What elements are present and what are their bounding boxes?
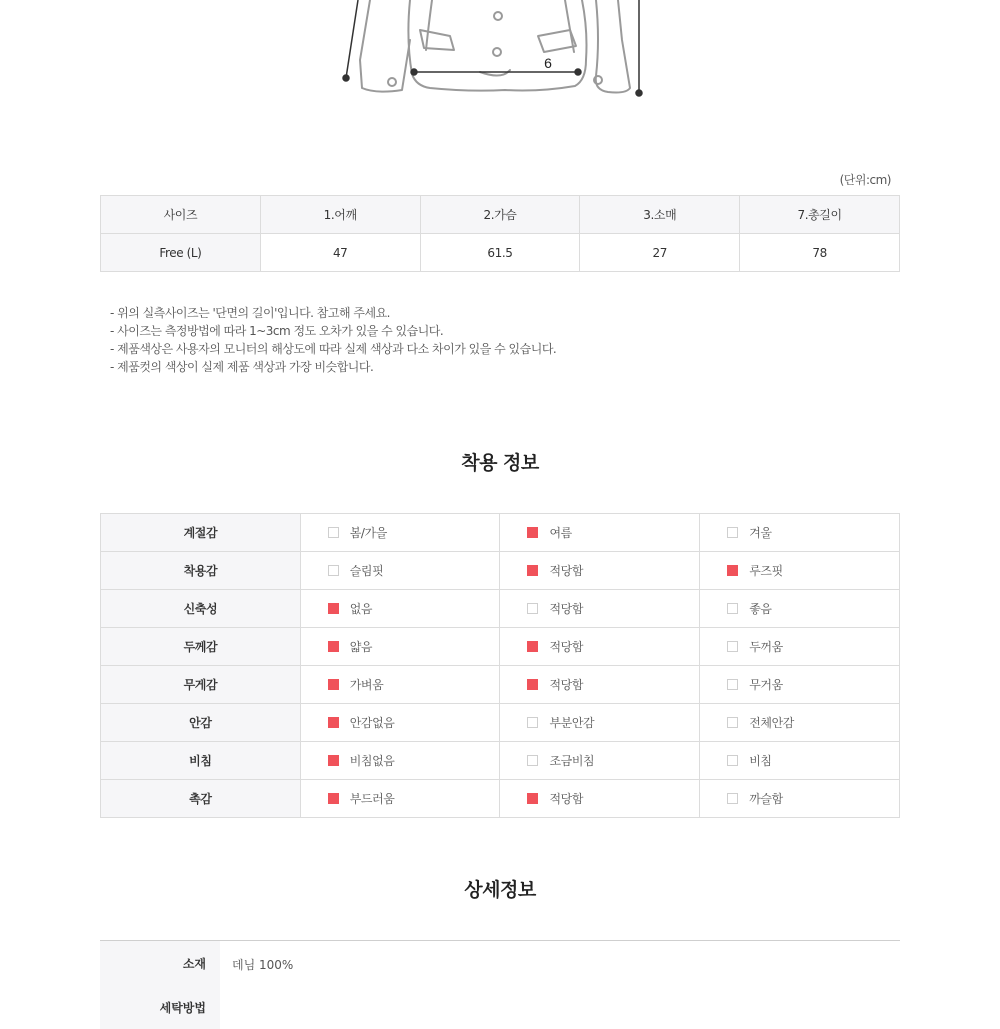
detail-info-title: 상세정보	[464, 879, 536, 901]
unchecked-box-icon	[727, 717, 738, 728]
jacket-measurement-illustration	[330, 0, 660, 100]
fit-row-label: 안감	[101, 704, 301, 742]
fit-option	[700, 780, 900, 818]
fit-option-label: 비침없음	[349, 754, 395, 768]
detail-value: 데님 100%	[232, 958, 294, 972]
unchecked-box-icon	[527, 755, 538, 766]
fit-option	[700, 590, 900, 628]
fit-option-label: 적당함	[549, 792, 584, 806]
fit-option	[300, 514, 500, 552]
fit-option-label: 적당함	[549, 640, 584, 654]
size-header-cell: 7.총길이	[740, 196, 900, 234]
size-name-cell: Free (L)	[101, 234, 261, 272]
checked-box-icon	[328, 603, 339, 614]
fit-option-label: 얇음	[349, 640, 373, 654]
note-line: - 제품색상은 사용자의 모니터의 해상도에 따라 실제 색상과 다소 차이가 있을 수 있습니다.	[110, 342, 557, 356]
fit-option	[700, 704, 900, 742]
fit-option	[700, 666, 900, 704]
checked-box-icon	[328, 755, 339, 766]
checked-box-icon	[727, 565, 738, 576]
fit-info-table	[100, 513, 900, 818]
checked-box-icon	[527, 679, 538, 690]
fit-option-label: 루즈핏	[749, 564, 783, 578]
checked-box-icon	[527, 793, 538, 804]
fit-row-label: 착용감	[101, 552, 301, 590]
fit-option-label: 두꺼움	[749, 640, 783, 654]
size-header-cell: 3.소매	[580, 196, 740, 234]
detail-row	[100, 941, 900, 985]
size-table-header-row	[101, 196, 900, 234]
measure-label: 6	[544, 55, 552, 71]
unchecked-box-icon	[527, 603, 538, 614]
note-line: - 사이즈는 측정방법에 따라 1~3cm 정도 오차가 있을 수 있습니다.	[110, 324, 444, 338]
size-header-cell: 사이즈	[101, 196, 261, 234]
fit-option	[300, 704, 500, 742]
checked-box-icon	[527, 565, 538, 576]
checked-box-icon	[527, 641, 538, 652]
checked-box-icon	[527, 527, 538, 538]
fit-option	[500, 780, 700, 818]
fit-row-label: 계절감	[101, 514, 301, 552]
fit-option-label: 부드러움	[349, 792, 395, 806]
size-value-cell: 27	[580, 234, 740, 272]
fit-option-label: 적당함	[549, 564, 584, 578]
fit-option	[500, 552, 700, 590]
fit-option-label: 적당함	[549, 602, 584, 616]
fit-option-label: 안감없음	[349, 716, 395, 730]
fit-option	[300, 742, 500, 780]
detail-label: 세탁방법	[100, 985, 220, 1029]
detail-label: 소재	[100, 941, 220, 985]
fit-row-label: 무게감	[101, 666, 301, 704]
fit-option	[300, 552, 500, 590]
unchecked-box-icon	[328, 565, 339, 576]
fit-option	[300, 666, 500, 704]
fit-option	[700, 514, 900, 552]
fit-option	[500, 666, 700, 704]
unchecked-box-icon	[727, 641, 738, 652]
fit-option-label: 가벼움	[349, 678, 384, 692]
fit-option-label: 여름	[549, 526, 572, 540]
size-table	[100, 195, 900, 272]
fit-option-label: 없음	[349, 602, 373, 616]
detail-info-table	[100, 940, 900, 1029]
fit-row-label: 비침	[101, 742, 301, 780]
size-notes	[110, 304, 556, 376]
checked-box-icon	[328, 679, 339, 690]
fit-option-label: 겨울	[749, 526, 772, 540]
unchecked-box-icon	[727, 755, 738, 766]
fit-row	[101, 628, 900, 666]
checked-box-icon	[328, 793, 339, 804]
fit-row	[101, 514, 900, 552]
fit-row	[101, 780, 900, 818]
unchecked-box-icon	[727, 603, 738, 614]
fit-row	[101, 590, 900, 628]
fit-option	[300, 780, 500, 818]
fit-option-label: 조금비침	[549, 754, 595, 768]
fit-option-label: 좋음	[749, 602, 772, 616]
checked-box-icon	[328, 641, 339, 652]
fit-row	[101, 742, 900, 780]
note-line: - 제품컷의 색상이 실제 제품 색상과 가장 비슷합니다.	[110, 360, 374, 374]
fit-info-title: 착용 정보	[461, 452, 539, 474]
fit-option	[300, 628, 500, 666]
fit-option-label: 전체안감	[749, 716, 794, 730]
size-value-cell: 61.5	[420, 234, 580, 272]
fit-option	[700, 742, 900, 780]
fit-option	[500, 590, 700, 628]
fit-option	[700, 628, 900, 666]
fit-row-label: 두께감	[101, 628, 301, 666]
fit-option-label: 무거움	[749, 678, 783, 692]
size-table-row	[101, 234, 900, 272]
checked-box-icon	[328, 717, 339, 728]
fit-option	[300, 590, 500, 628]
fit-option-label: 봄/가을	[349, 526, 387, 540]
fit-row-label: 신축성	[101, 590, 301, 628]
unchecked-box-icon	[727, 793, 738, 804]
fit-option-label: 적당함	[549, 678, 584, 692]
fit-option-label: 부분안감	[549, 716, 595, 730]
unit-label: (단위:cm)	[839, 173, 891, 187]
fit-option	[500, 704, 700, 742]
fit-row-label: 촉감	[101, 780, 301, 818]
fit-option	[500, 742, 700, 780]
note-line: - 위의 실측사이즈는 '단면의 길이'입니다. 참고해 주세요.	[110, 306, 390, 320]
unchecked-box-icon	[527, 717, 538, 728]
fit-option-label: 슬림핏	[349, 564, 384, 578]
size-value-cell: 47	[260, 234, 420, 272]
fit-row	[101, 552, 900, 590]
fit-option-label: 비침	[749, 754, 772, 768]
size-header-cell: 1.어깨	[260, 196, 420, 234]
fit-option	[500, 628, 700, 666]
fit-row	[101, 666, 900, 704]
detail-row	[100, 985, 900, 1029]
fit-option	[500, 514, 700, 552]
unchecked-box-icon	[727, 527, 738, 538]
fit-option-label: 까슬함	[749, 792, 783, 806]
size-value-cell: 78	[740, 234, 900, 272]
unchecked-box-icon	[727, 679, 738, 690]
size-header-cell: 2.가슴	[420, 196, 580, 234]
fit-row	[101, 704, 900, 742]
fit-option	[700, 552, 900, 590]
unchecked-box-icon	[328, 527, 339, 538]
detail-value	[220, 985, 232, 1029]
